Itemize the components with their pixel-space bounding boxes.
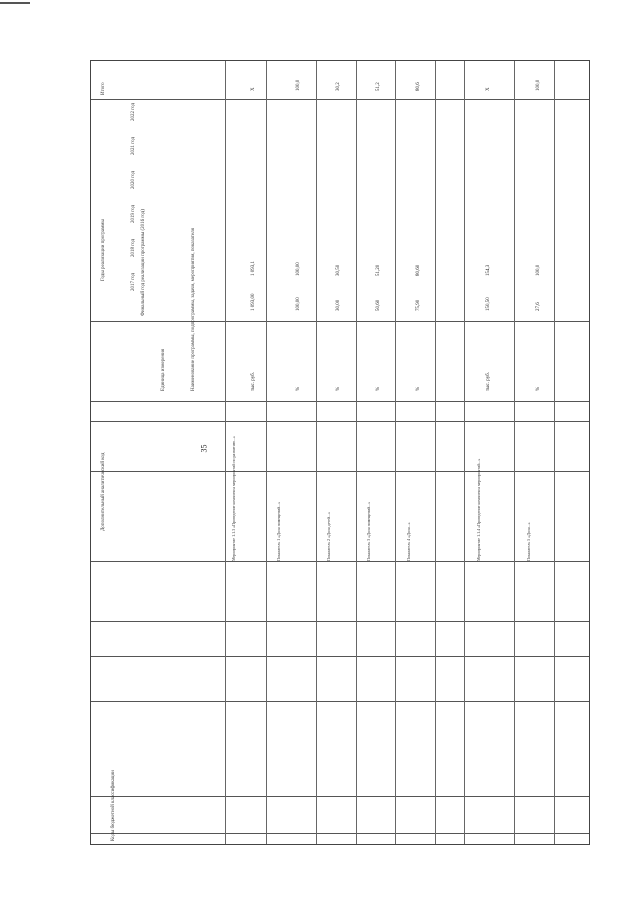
grid-line bbox=[514, 61, 515, 844]
grid-line bbox=[356, 61, 357, 844]
row-unit: % bbox=[336, 386, 341, 391]
grid-line bbox=[266, 61, 267, 844]
grid-line bbox=[225, 61, 226, 844]
row-value-2017: 30,00 bbox=[336, 299, 341, 311]
header-final-year: Финальный год реализации программы (2016 год) bbox=[141, 209, 146, 316]
row-unit: % bbox=[536, 386, 541, 391]
row-total: Х bbox=[486, 87, 491, 91]
row-value-2018: 80,60 bbox=[416, 264, 421, 276]
row-name: Мероприятие 1.1.4 «Проведение комплекса мероприятий...» bbox=[476, 458, 481, 561]
page-number: 35 bbox=[199, 444, 209, 453]
row-unit: % bbox=[296, 386, 301, 391]
row-value-2018: 154,3 bbox=[486, 264, 491, 276]
grid-line bbox=[464, 61, 465, 844]
row-unit: % bbox=[416, 386, 421, 391]
budget-table bbox=[90, 60, 590, 845]
row-value-2018: 100,00 bbox=[296, 262, 301, 276]
year-label: 2022 год bbox=[131, 102, 136, 121]
row-name: Мероприятие 1.1.3 «Проведение комплекса мероприятий по развитию...» bbox=[231, 436, 236, 561]
row-value-2018: 51,20 bbox=[376, 264, 381, 276]
row-unit: тыс. руб. bbox=[486, 372, 491, 391]
row-unit: тыс. руб. bbox=[251, 372, 256, 391]
header-total: Итого bbox=[101, 82, 106, 95]
row-value-2017: 27,6 bbox=[536, 302, 541, 311]
year-label: 2018 год bbox=[131, 238, 136, 257]
header-years-title: Годы реализации программы bbox=[101, 219, 106, 281]
row-value-2018: 1 093,1 bbox=[251, 261, 256, 276]
row-total: Х bbox=[251, 87, 256, 91]
row-name: Показатель 2 «Доля детей...» bbox=[326, 511, 331, 561]
grid-line bbox=[395, 61, 396, 844]
table-grid bbox=[91, 61, 589, 844]
header-budget-code: Коды бюджетной классификации bbox=[111, 770, 116, 841]
grid-line bbox=[316, 61, 317, 844]
row-total: 30,2 bbox=[336, 82, 341, 91]
row-total: 100,0 bbox=[296, 79, 301, 91]
header-additional-code: Дополнительный аналитический код bbox=[101, 452, 106, 531]
row-name: Показатель 4 «Доля...» bbox=[406, 522, 411, 561]
row-name: Показатель 3 «Доля помещений...» bbox=[366, 501, 371, 561]
row-value-2017: 150,50 bbox=[486, 297, 491, 311]
header-goal-name: Наименование программы, подпрограммы, задачи, мероприятия, показателя bbox=[191, 228, 196, 391]
year-label: 2021 год bbox=[131, 136, 136, 155]
row-total: 100,0 bbox=[536, 79, 541, 91]
row-value-2018: 100,0 bbox=[536, 264, 541, 276]
scan-mark bbox=[0, 2, 30, 4]
row-total: 80,6 bbox=[416, 82, 421, 91]
row-name: Показатель 1 «Доля помещений...» bbox=[276, 501, 281, 561]
row-value-2018: 30,50 bbox=[336, 264, 341, 276]
header-unit: Единица измерения bbox=[161, 348, 166, 391]
row-value-2017: 75,90 bbox=[416, 299, 421, 311]
row-name: Показатель 5 «Доля...» bbox=[526, 522, 531, 561]
year-label: 2020 год bbox=[131, 170, 136, 189]
grid-line bbox=[435, 61, 436, 844]
row-value-2017: 100,00 bbox=[296, 297, 301, 311]
row-value-2017: 50,60 bbox=[376, 299, 381, 311]
row-unit: % bbox=[376, 386, 381, 391]
row-total: 51,2 bbox=[376, 82, 381, 91]
year-label: 2019 год bbox=[131, 204, 136, 223]
year-label: 2017 год bbox=[131, 272, 136, 291]
row-value-2017: 1 093,00 bbox=[251, 293, 256, 311]
grid-line bbox=[554, 61, 555, 844]
